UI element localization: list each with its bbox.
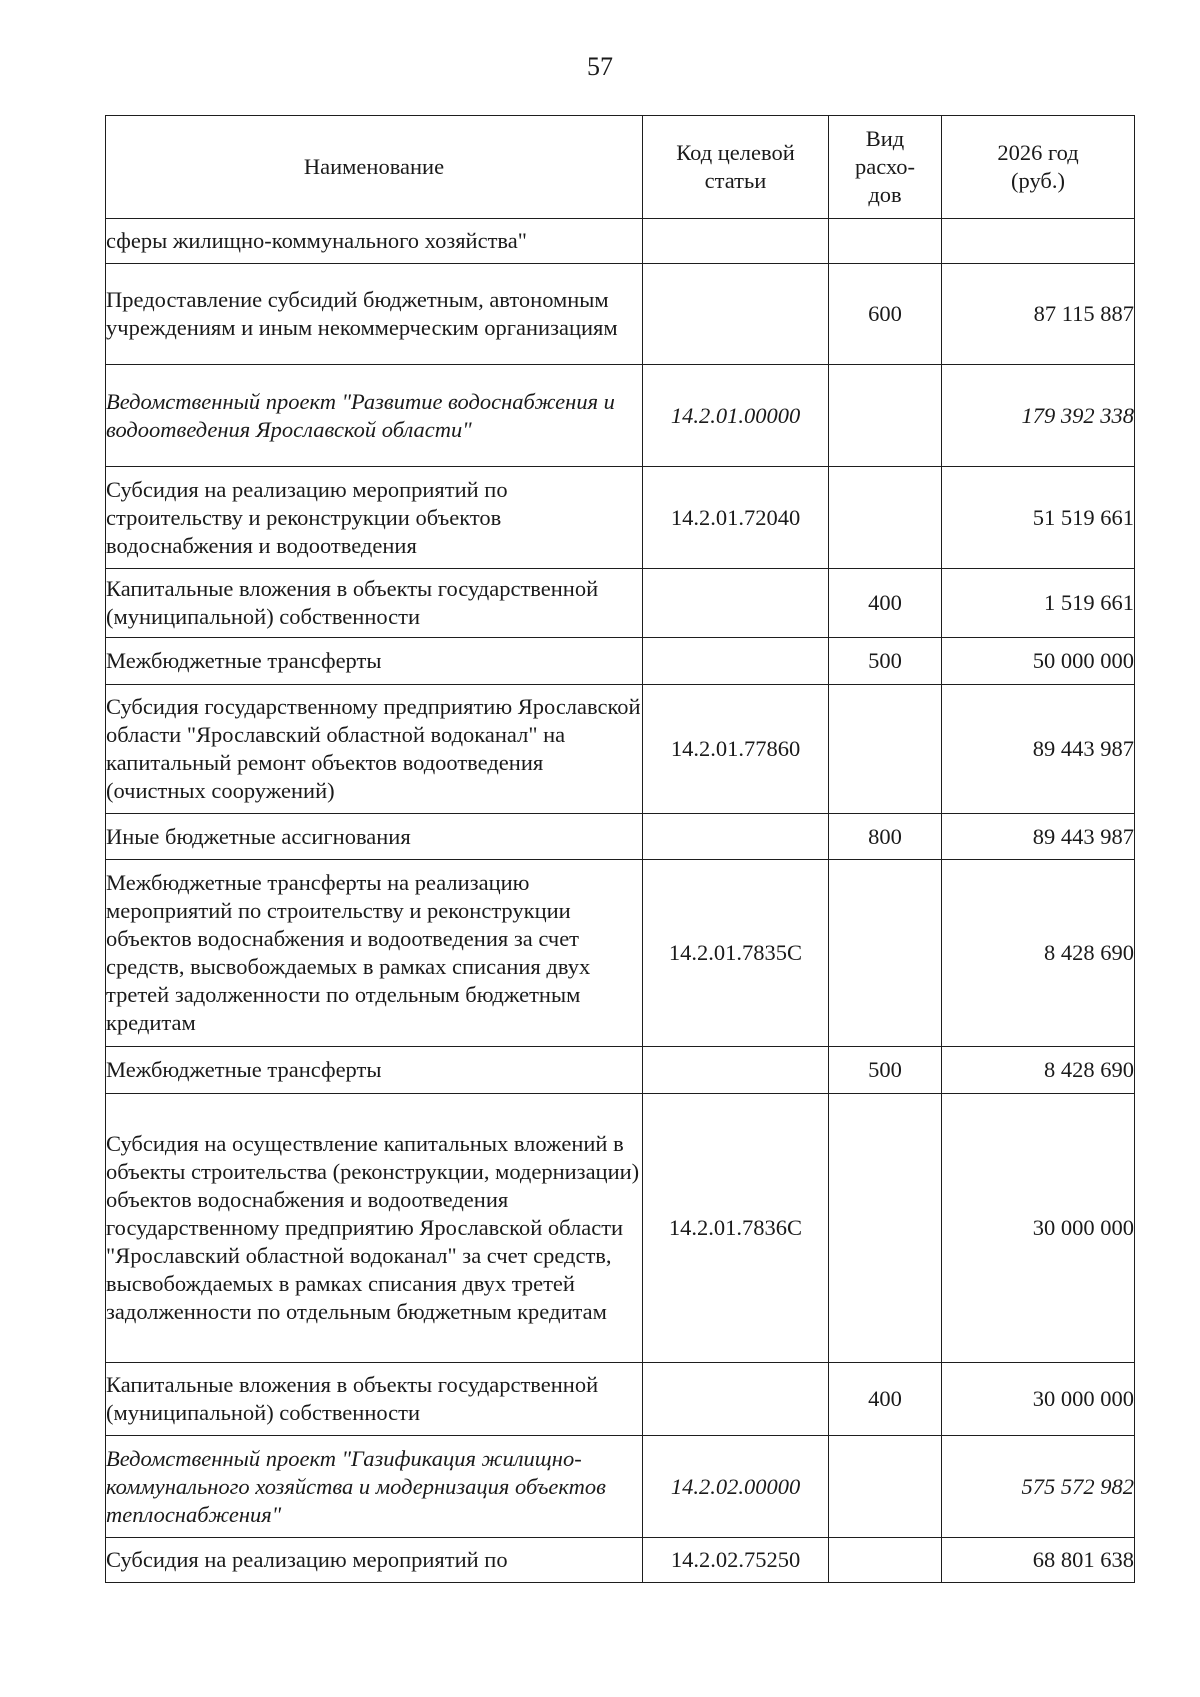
row-code: [643, 1363, 829, 1436]
table-row: [106, 569, 1135, 638]
row-name: Иные бюджетные ассигнования: [106, 814, 643, 860]
row-name: Субсидия на осуществление капитальных вложений в объекты строительства (реконструкции, модернизации) объектов водоснабжения и водоотведения государственному предприятию Ярославской области "Ярославский областной водоканал" за счет средств, высвобождаемых в рамках списания двух третей задолженности по отдельным бюджетным кредитам: [106, 1094, 643, 1363]
table-row: [106, 1047, 1135, 1094]
row-amount: 87 115 887: [942, 264, 1135, 365]
row-name: Ведомственный проект "Газификация жилищно-коммунального хозяйства и модернизация объектов теплоснабжения": [106, 1436, 643, 1538]
table-row: [106, 1436, 1135, 1538]
row-kind: 400: [829, 569, 942, 638]
row-kind: [829, 1538, 942, 1583]
row-name: Капитальные вложения в объекты государственной (муниципальной) собственности: [106, 569, 643, 638]
header-amount: 2026 год (руб.): [942, 116, 1135, 219]
table-header-row: [106, 116, 1135, 219]
row-kind: [829, 1094, 942, 1363]
budget-table: [105, 115, 1135, 1583]
table-row: [106, 685, 1135, 814]
table-row: [106, 1094, 1135, 1363]
row-name: Межбюджетные трансферты: [106, 1047, 643, 1094]
header-code: Код целевой статьи: [643, 116, 829, 219]
row-kind: 400: [829, 1363, 942, 1436]
table-row: [106, 860, 1135, 1047]
table-row: [106, 638, 1135, 685]
row-code: 14.2.01.00000: [643, 365, 829, 467]
row-amount: 8 428 690: [942, 1047, 1135, 1094]
row-name: Субсидия на реализацию мероприятий по строительству и реконструкции объектов водоснабжения и водоотведения: [106, 467, 643, 569]
row-amount: [942, 219, 1135, 264]
row-kind: [829, 219, 942, 264]
row-amount: 30 000 000: [942, 1094, 1135, 1363]
table-row: [106, 219, 1135, 264]
row-amount: 179 392 338: [942, 365, 1135, 467]
row-amount: 51 519 661: [942, 467, 1135, 569]
table-row: [106, 1363, 1135, 1436]
row-code: 14.2.02.00000: [643, 1436, 829, 1538]
page-number: 57: [587, 52, 613, 81]
row-name: Субсидия на реализацию мероприятий по: [106, 1538, 643, 1583]
row-kind: [829, 1436, 942, 1538]
row-kind: 500: [829, 638, 942, 685]
row-code: 14.2.01.72040: [643, 467, 829, 569]
row-code: [643, 814, 829, 860]
row-amount: 89 443 987: [942, 814, 1135, 860]
row-name: Капитальные вложения в объекты государственной (муниципальной) собственности: [106, 1363, 643, 1436]
row-kind: [829, 365, 942, 467]
row-amount: 89 443 987: [942, 685, 1135, 814]
row-amount: 1 519 661: [942, 569, 1135, 638]
row-name: Субсидия государственному предприятию Ярославской области "Ярославский областной водоканал" на капитальный ремонт объектов водоотведения (очистных сооружений): [106, 685, 643, 814]
row-code: 14.2.02.75250: [643, 1538, 829, 1583]
row-amount: 30 000 000: [942, 1363, 1135, 1436]
table-row: [106, 467, 1135, 569]
row-name: Предоставление субсидий бюджетным, автономным учреждениям и иным некоммерческим организациям: [106, 264, 643, 365]
row-code: 14.2.01.7835С: [643, 860, 829, 1047]
row-kind: [829, 860, 942, 1047]
header-name: Наименование: [106, 116, 643, 219]
row-amount: 68 801 638: [942, 1538, 1135, 1583]
row-name: Межбюджетные трансферты: [106, 638, 643, 685]
row-code: 14.2.01.7836С: [643, 1094, 829, 1363]
row-kind: 600: [829, 264, 942, 365]
header-kind: Вид расхо-дов: [829, 116, 942, 219]
row-code: [643, 638, 829, 685]
row-amount: 50 000 000: [942, 638, 1135, 685]
row-amount: 575 572 982: [942, 1436, 1135, 1538]
table-row: [106, 264, 1135, 365]
row-name: сферы жилищно-коммунального хозяйства": [106, 219, 643, 264]
table-body: [106, 219, 1135, 1583]
table-row: [106, 1538, 1135, 1583]
table-row: [106, 814, 1135, 860]
row-kind: 800: [829, 814, 942, 860]
row-code: 14.2.01.77860: [643, 685, 829, 814]
row-code: [643, 569, 829, 638]
row-code: [643, 264, 829, 365]
row-code: [643, 219, 829, 264]
row-kind: [829, 685, 942, 814]
row-kind: [829, 467, 942, 569]
row-name: Ведомственный проект "Развитие водоснабжения и водоотведения Ярославской области": [106, 365, 643, 467]
row-amount: 8 428 690: [942, 860, 1135, 1047]
row-name: Межбюджетные трансферты на реализацию мероприятий по строительству и реконструкции объектов водоснабжения и водоотведения за счет средств, высвобождаемых в рамках списания двух третей задолженности по отдельным бюджетным кредитам: [106, 860, 643, 1047]
table-row: [106, 365, 1135, 467]
row-code: [643, 1047, 829, 1094]
row-kind: 500: [829, 1047, 942, 1094]
